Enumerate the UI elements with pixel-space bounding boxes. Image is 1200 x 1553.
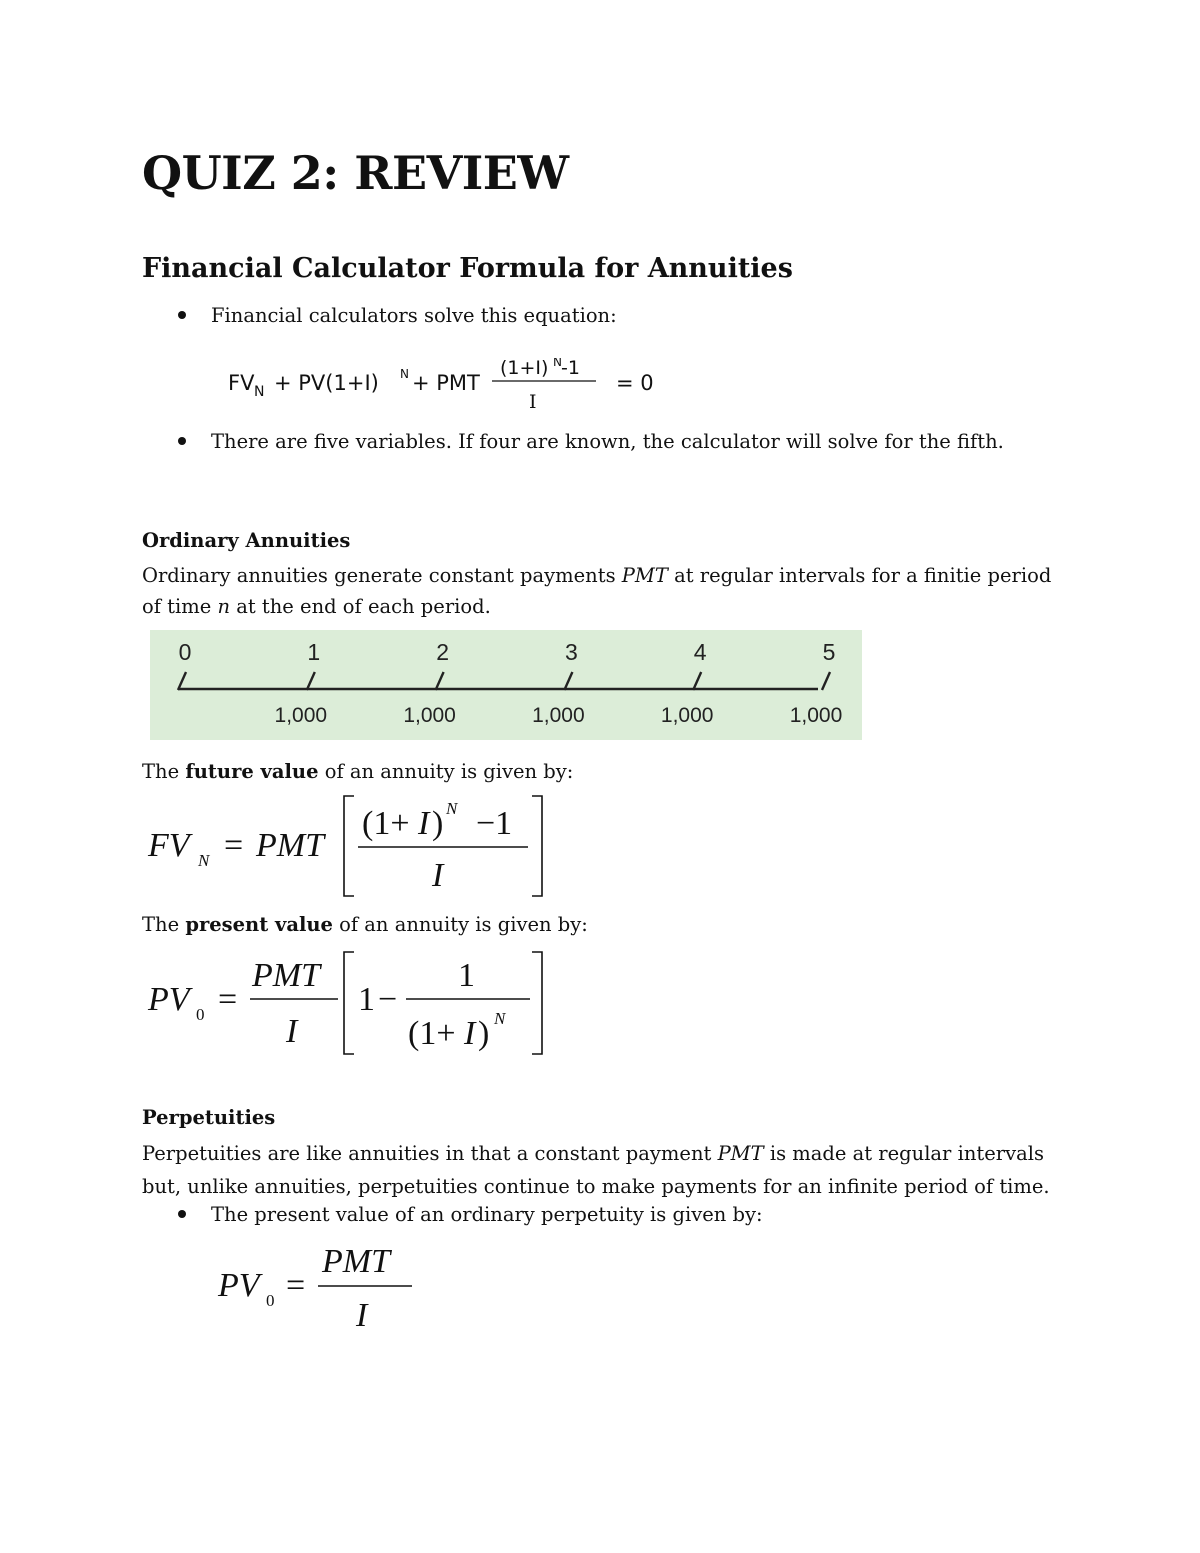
- para-text: Ordinary annuities generate constant payments: [142, 564, 622, 587]
- pv-lhs: PV: [148, 981, 190, 1018]
- eq-pmt-term: + PMT: [412, 371, 480, 395]
- pv-inner-num: 1: [458, 957, 475, 994]
- para-pmt-italic: PMT: [717, 1142, 764, 1165]
- pv-inner-den-i: I: [464, 1015, 476, 1052]
- bullet-calculators-solve: [178, 304, 617, 327]
- section-heading-calculator: Financial Calculator Formula for Annuities: [142, 253, 793, 284]
- pv-formula-svg: [146, 944, 556, 1062]
- pv-den: I: [286, 1013, 298, 1050]
- timeline-payment-label: 1,000: [403, 704, 456, 727]
- timeline-period-label: 3: [565, 639, 578, 665]
- pv-left-bracket: [344, 952, 354, 1054]
- timeline-payment-label: 1,000: [532, 704, 585, 727]
- paragraph-line-1: [142, 560, 1072, 591]
- fv-left-bracket: [344, 796, 354, 896]
- bullet-dot: [178, 1210, 186, 1218]
- timeline-tick: [436, 672, 444, 690]
- pv-minus: −: [378, 981, 398, 1018]
- paragraph-line-1: [142, 1137, 1072, 1170]
- fv-intro-text: of an annuity is given by:: [318, 760, 574, 783]
- timeline-payment-label: 1,000: [660, 704, 714, 727]
- fv-den: I: [432, 857, 444, 894]
- timeline-tick: [307, 672, 315, 690]
- perp-eq: =: [286, 1267, 306, 1304]
- eq-frac-num: (1+I): [500, 358, 549, 379]
- fv-annuity-formula: [146, 790, 556, 906]
- timeline-period-label: 2: [436, 639, 449, 665]
- timeline-period-label: 0: [178, 639, 192, 665]
- eq-fv: FV: [228, 371, 255, 395]
- perp-lhs-sub: 0: [266, 1291, 275, 1310]
- bullet-dot: [178, 437, 186, 445]
- perpetuity-formula-svg: [216, 1238, 426, 1338]
- fv-lhs: FV: [148, 827, 190, 864]
- fv-intro-text: The: [142, 760, 186, 783]
- fv-num-tail: −1: [476, 805, 513, 842]
- fv-num-i: I: [418, 805, 430, 842]
- timeline-period-label: 4: [693, 639, 707, 665]
- cash-flow-timeline: [150, 630, 862, 740]
- pv-lhs-sub: 0: [196, 1005, 205, 1024]
- para-n-italic: n: [217, 595, 231, 618]
- perpetuity-formula: [216, 1238, 426, 1342]
- bullet-text: There are five variables. If four are known, the calculator will solve for the fifth.: [211, 430, 1004, 453]
- fv-intro: [142, 755, 573, 788]
- pv-eq: =: [218, 981, 238, 1018]
- page-title: QUIZ 2: REVIEW: [142, 146, 569, 200]
- para-text: is made at regular intervals: [763, 1142, 1044, 1165]
- eq-pv-term: + PV(1+I): [274, 371, 379, 395]
- para-text: at regular intervals for a finitie period: [667, 564, 1052, 587]
- perp-num: PMT: [322, 1243, 390, 1280]
- pv-intro: [142, 908, 588, 941]
- paragraph-line-2: [142, 591, 1072, 622]
- pv-inner-den-close: ): [478, 1015, 490, 1052]
- timeline-tick: [822, 672, 830, 690]
- fv-right-bracket: [532, 796, 542, 896]
- bullet-five-variables: [178, 430, 1004, 453]
- section-heading-perpetuities: Perpetuities: [142, 1106, 276, 1129]
- fv-lhs-sub: N: [198, 851, 210, 870]
- eq-frac-den: I: [529, 391, 537, 413]
- bullet-text: Financial calculators solve this equation:: [211, 304, 617, 327]
- fv-intro-bold: future value: [185, 760, 319, 783]
- para-pmt-italic: PMT: [621, 564, 668, 587]
- fv-eq: =: [224, 827, 244, 864]
- para-text: Perpetuities are like annuities in that a constant payment: [142, 1142, 718, 1165]
- bullet-perpetuity-pv: [178, 1203, 763, 1226]
- fv-num-sup: N: [446, 799, 458, 818]
- timeline-period-label: 1: [307, 639, 321, 665]
- eq-frac-num-sup: N: [553, 358, 562, 369]
- fv-num-open: (1+: [362, 805, 410, 842]
- bullet-dot: [178, 311, 186, 319]
- para-text: at the end of each period.: [230, 595, 491, 618]
- timeline-tick: [564, 672, 572, 690]
- pv-intro-text: of an annuity is given by:: [332, 913, 588, 936]
- eq-fv-sub: N: [254, 384, 265, 400]
- timeline-tick: [178, 672, 186, 690]
- timeline-payment-label: 1,000: [789, 704, 843, 727]
- bullet-text: The present value of an ordinary perpetuity is given by:: [211, 1203, 763, 1226]
- perp-den: I: [356, 1297, 368, 1334]
- fv-formula-svg: [146, 790, 556, 902]
- paragraph-line-2: but, unlike annuities, perpetuities continue to make payments for an infinite period of time.: [142, 1175, 1050, 1198]
- calculator-equation-svg: [228, 358, 688, 422]
- pv-intro-text: The: [142, 913, 186, 936]
- section-heading-ordinary-annuities: Ordinary Annuities: [142, 529, 351, 552]
- pv-one: 1: [358, 981, 375, 1018]
- timeline-period-label: 5: [822, 639, 836, 665]
- perpetuities-paragraph: [142, 1137, 1072, 1203]
- eq-pv-sup: N: [400, 367, 409, 381]
- ordinary-annuities-paragraph: [142, 560, 1072, 622]
- para-text: of time: [142, 595, 218, 618]
- eq-rhs: = 0: [616, 371, 654, 395]
- pv-right-bracket: [532, 952, 542, 1054]
- pv-annuity-formula: [146, 944, 556, 1066]
- timeline-payment-label: 1,000: [274, 704, 328, 727]
- pv-pmt: PMT: [252, 957, 320, 994]
- perp-lhs: PV: [218, 1267, 260, 1304]
- pv-intro-bold: present value: [185, 913, 333, 936]
- pv-inner-den-open: (1+: [408, 1015, 456, 1052]
- fv-num-close: ): [432, 805, 444, 842]
- timeline-svg: [150, 630, 862, 740]
- pv-inner-den-sup: N: [494, 1009, 506, 1028]
- fv-pmt: PMT: [256, 827, 324, 864]
- calculator-equation: [228, 358, 688, 418]
- eq-frac-num-tail: -1: [561, 358, 580, 379]
- timeline-tick: [693, 672, 701, 690]
